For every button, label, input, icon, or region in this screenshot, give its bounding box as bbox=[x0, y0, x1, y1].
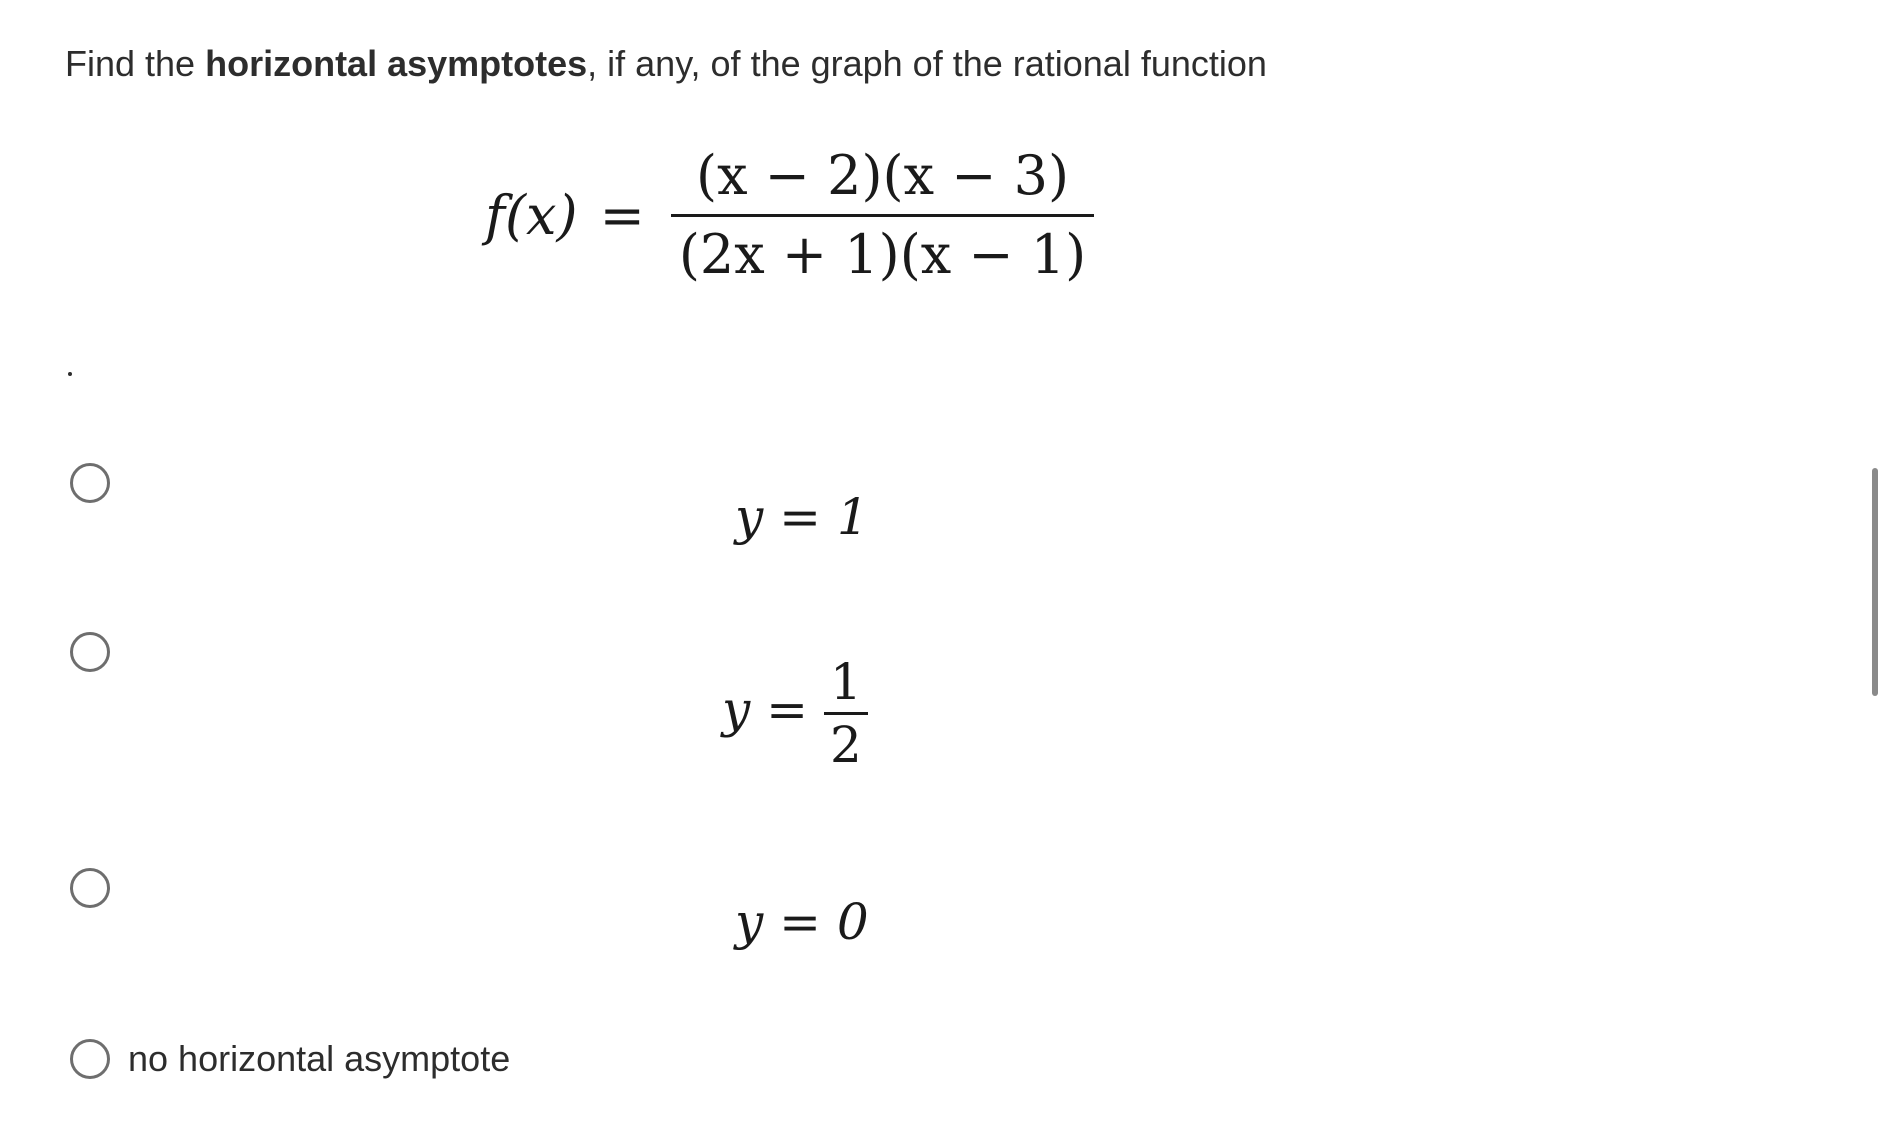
question-suffix: , if any, of the graph of the rational function bbox=[587, 43, 1267, 84]
formula-lhs: f(x) bbox=[485, 183, 578, 247]
question-text bbox=[65, 40, 1267, 88]
formula-equals: = bbox=[599, 183, 645, 247]
rational-function-formula bbox=[485, 140, 1094, 290]
option-3-math: y = 0 bbox=[735, 893, 869, 951]
formula-numerator: (x − 2)(x − 3) bbox=[696, 143, 1070, 207]
option-2-fraction bbox=[824, 654, 868, 773]
option-2[interactable] bbox=[70, 632, 110, 672]
option-2-lhs: y = bbox=[722, 680, 809, 739]
radio-button-3[interactable] bbox=[70, 868, 110, 908]
option-2-math bbox=[722, 654, 868, 773]
radio-button-2[interactable] bbox=[70, 632, 110, 672]
option-2-denominator: 2 bbox=[829, 716, 862, 774]
option-4[interactable] bbox=[70, 1038, 510, 1080]
option-1-math: y = 1 bbox=[735, 488, 869, 546]
option-3[interactable] bbox=[70, 868, 110, 908]
option-4-label: no horizontal asymptote bbox=[128, 1038, 511, 1079]
radio-button-4[interactable] bbox=[70, 1039, 110, 1079]
formula-denominator: (2x + 1)(x − 1) bbox=[678, 222, 1087, 286]
question-bold: horizontal asymptotes bbox=[205, 43, 588, 84]
formula-fraction bbox=[671, 144, 1094, 287]
option-1[interactable] bbox=[70, 463, 110, 503]
radio-button-1[interactable] bbox=[70, 463, 110, 503]
question-prefix: Find the bbox=[65, 43, 206, 84]
period-dot bbox=[68, 372, 72, 376]
scrollbar-thumb[interactable] bbox=[1872, 468, 1878, 696]
option-2-numerator: 1 bbox=[829, 653, 862, 711]
